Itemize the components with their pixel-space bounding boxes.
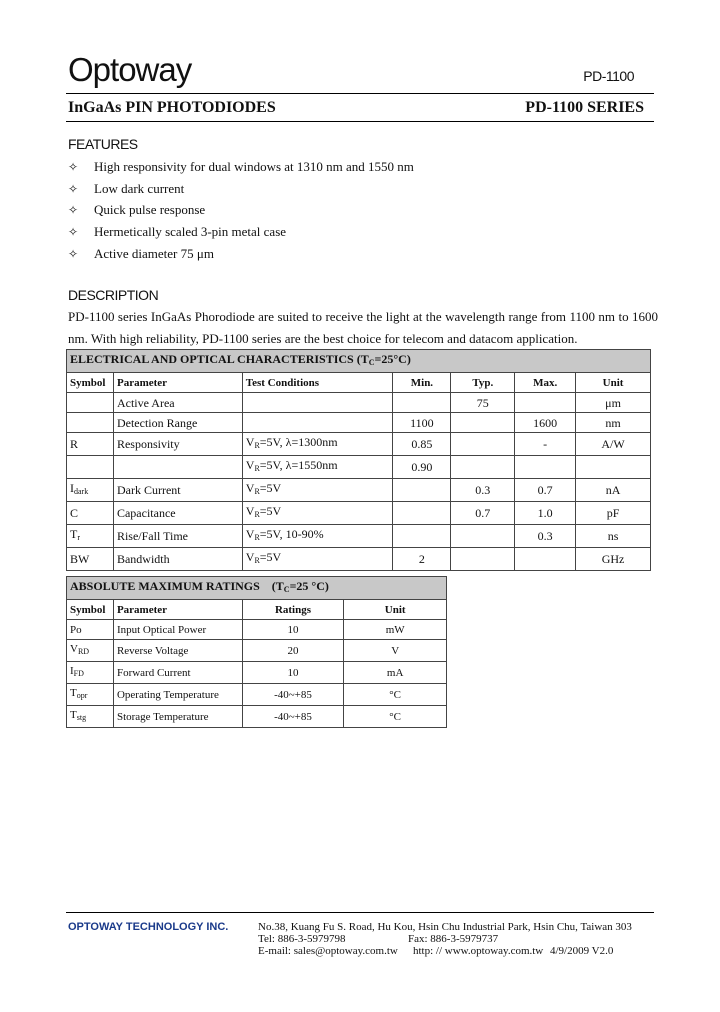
table-row <box>67 620 447 640</box>
table-row <box>67 433 651 456</box>
diamond-bullet-icon: ✧ <box>68 160 79 174</box>
table-cell: Active Area <box>113 393 242 413</box>
table-row <box>67 684 447 706</box>
table-header-row <box>67 373 651 393</box>
column-header: Symbol <box>67 600 114 620</box>
table-cell <box>393 393 451 413</box>
column-header: Test Conditions <box>242 373 393 393</box>
table-cell: μm <box>576 393 651 413</box>
table-cell: 0.85 <box>393 433 451 456</box>
features-heading: FEATURES <box>68 136 138 152</box>
series-title: PD-1100 SERIES <box>525 99 644 116</box>
table-cell: 75 <box>451 393 515 413</box>
table-cell: Input Optical Power <box>113 620 242 640</box>
table-cell: 0.7 <box>451 502 515 525</box>
table-cell <box>67 456 114 479</box>
column-header: Parameter <box>113 600 242 620</box>
table-cell: $T_{stg}$ <box>67 706 114 728</box>
table-cell: $V_R=5V$, λ=1550nm <box>242 456 393 479</box>
table-cell: Capacitance <box>113 502 242 525</box>
table-cell: nm <box>576 413 651 433</box>
table-cell: $T_{opr}$ <box>67 684 114 706</box>
footer-address: No.38, Kuang Fu S. Road, Hu Kou, Hsin Chu Industrial Park, Hsin Chu, Taiwan 303 <box>258 921 632 933</box>
table-cell: Rise/Fall Time <box>113 525 242 548</box>
table-row <box>67 548 651 571</box>
table-cell: Storage Temperature <box>113 706 242 728</box>
table-cell: 0.3 <box>451 479 515 502</box>
column-header: Typ. <box>451 373 515 393</box>
table-cell: Bandwidth <box>113 548 242 571</box>
table-cell: mA <box>344 662 447 684</box>
table-cell: 0.3 <box>515 525 576 548</box>
table-cell: 20 <box>242 640 344 662</box>
feature-text: Low dark current <box>94 180 185 196</box>
column-header: Ratings <box>242 600 344 620</box>
table-cell: $V_R=5V$ <box>242 548 393 571</box>
footer-company: OPTOWAY TECHNOLOGY INC. <box>68 921 229 933</box>
title-divider <box>66 121 654 122</box>
footer-phones: Tel: 886-3-5979798 Fax: 886-3-5979737 <box>258 933 499 945</box>
table-cell <box>451 413 515 433</box>
table-cell <box>393 502 451 525</box>
table-cell: Detection Range <box>113 413 242 433</box>
table-cell <box>67 393 114 413</box>
table-cell: °C <box>344 684 447 706</box>
table-cell: R <box>67 433 114 456</box>
list-item <box>68 179 414 201</box>
table-row <box>67 525 651 548</box>
table-cell <box>451 548 515 571</box>
feature-text: Hermetically scaled 3-pin metal case <box>94 224 287 240</box>
list-item <box>68 157 414 179</box>
feature-text: Active diameter 75 μm <box>94 245 214 261</box>
feature-text: High responsivity for dual windows at 1310 nm and 1550 nm <box>94 159 414 174</box>
table-cell: -40~+85 <box>242 684 344 706</box>
absolute-maximum-ratings-table <box>66 576 447 728</box>
table-cell: 1.0 <box>515 502 576 525</box>
table-cell <box>67 413 114 433</box>
table-title: ABSOLUTE MAXIMUM RATINGS ($T_C=25$ °C) <box>67 577 447 600</box>
table-cell: -40~+85 <box>242 706 344 728</box>
table-cell: Dark Current <box>113 479 242 502</box>
feature-text: Quick pulse response <box>94 202 206 218</box>
table-cell: V <box>344 640 447 662</box>
table-cell: C <box>67 502 114 525</box>
table-cell <box>515 456 576 479</box>
table-row <box>67 479 651 502</box>
electrical-characteristics-table <box>66 349 651 571</box>
table-row <box>67 706 447 728</box>
table-cell: °C <box>344 706 447 728</box>
table-cell: $V_R=5V$, λ=1300nm <box>242 433 393 456</box>
top-divider <box>66 93 654 94</box>
document-title: InGaAs PIN PHOTODIODES <box>68 99 276 116</box>
table-cell: GHz <box>576 548 651 571</box>
table-row <box>67 413 651 433</box>
table-cell <box>576 456 651 479</box>
footer-divider <box>66 912 654 913</box>
column-header: Parameter <box>113 373 242 393</box>
table-cell <box>515 393 576 413</box>
diamond-bullet-icon: ✧ <box>68 181 79 196</box>
table-body <box>67 620 447 728</box>
table-cell: A/W <box>576 433 651 456</box>
table-cell <box>393 479 451 502</box>
diamond-bullet-icon: ✧ <box>68 246 79 261</box>
list-item <box>68 222 414 244</box>
table-cell: 1600 <box>515 413 576 433</box>
table-cell <box>451 433 515 456</box>
table-cell: ns <box>576 525 651 548</box>
list-item <box>68 200 414 222</box>
table-cell <box>451 525 515 548</box>
model-number: PD-1100 <box>583 68 634 84</box>
table-cell: $V_R=5V$, 10-90% <box>242 525 393 548</box>
table-cell: Responsivity <box>113 433 242 456</box>
table-cell <box>393 525 451 548</box>
table-cell: Operating Temperature <box>113 684 242 706</box>
table-cell: nA <box>576 479 651 502</box>
table-cell: Po <box>67 620 114 640</box>
column-header: Symbol <box>67 373 114 393</box>
table-cell: Reverse Voltage <box>113 640 242 662</box>
table-cell: 0.7 <box>515 479 576 502</box>
table-cell: $I_{dark}$ <box>67 479 114 502</box>
table-cell <box>451 456 515 479</box>
table-cell: 0.90 <box>393 456 451 479</box>
table-cell: 1100 <box>393 413 451 433</box>
column-header: Min. <box>393 373 451 393</box>
table-cell: BW <box>67 548 114 571</box>
table-cell: $V_R=5V$ <box>242 479 393 502</box>
column-header: Max. <box>515 373 576 393</box>
table-cell: $T_r$ <box>67 525 114 548</box>
table-row <box>67 456 651 479</box>
table-row <box>67 502 651 525</box>
table-cell: 10 <box>242 620 344 640</box>
table-cell: $I_{FD}$ <box>67 662 114 684</box>
table-cell: 10 <box>242 662 344 684</box>
features-list <box>68 157 414 265</box>
table-cell <box>515 548 576 571</box>
column-header: Unit <box>344 600 447 620</box>
table-cell <box>242 393 393 413</box>
footer-contact: E-mail: sales@optoway.com.tw http: // www.optoway.com.tw 4/9/2009 V2.0 <box>258 945 614 957</box>
column-header: Unit <box>576 373 651 393</box>
table-cell: mW <box>344 620 447 640</box>
diamond-bullet-icon: ✧ <box>68 225 79 240</box>
table-row <box>67 640 447 662</box>
list-item <box>68 244 414 266</box>
description-heading: DESCRIPTION <box>68 287 159 303</box>
company-logo: Optoway <box>68 51 192 88</box>
diamond-bullet-icon: ✧ <box>68 203 79 218</box>
table-cell: 2 <box>393 548 451 571</box>
table-title: ELECTRICAL AND OPTICAL CHARACTERISTICS $(T_C=25^\circ C)$ <box>67 350 651 373</box>
footer-address-block <box>258 921 632 957</box>
table-body <box>67 393 651 571</box>
table-cell <box>113 456 242 479</box>
description-text: PD-1100 series InGaAs Phorodiode are suited to receive the light at the wavelength range from 1100 nm to 1600 nm. With high reliability, PD-1100 series are the best choice for telecom and datacom application. <box>68 309 658 346</box>
table-cell: pF <box>576 502 651 525</box>
table-cell: - <box>515 433 576 456</box>
table-header-row <box>67 600 447 620</box>
table-cell: $V_R=5V$ <box>242 502 393 525</box>
table-row <box>67 393 651 413</box>
table-row <box>67 662 447 684</box>
table-cell <box>242 413 393 433</box>
table-cell: $V_{RD}$ <box>67 640 114 662</box>
table-cell: Forward Current <box>113 662 242 684</box>
